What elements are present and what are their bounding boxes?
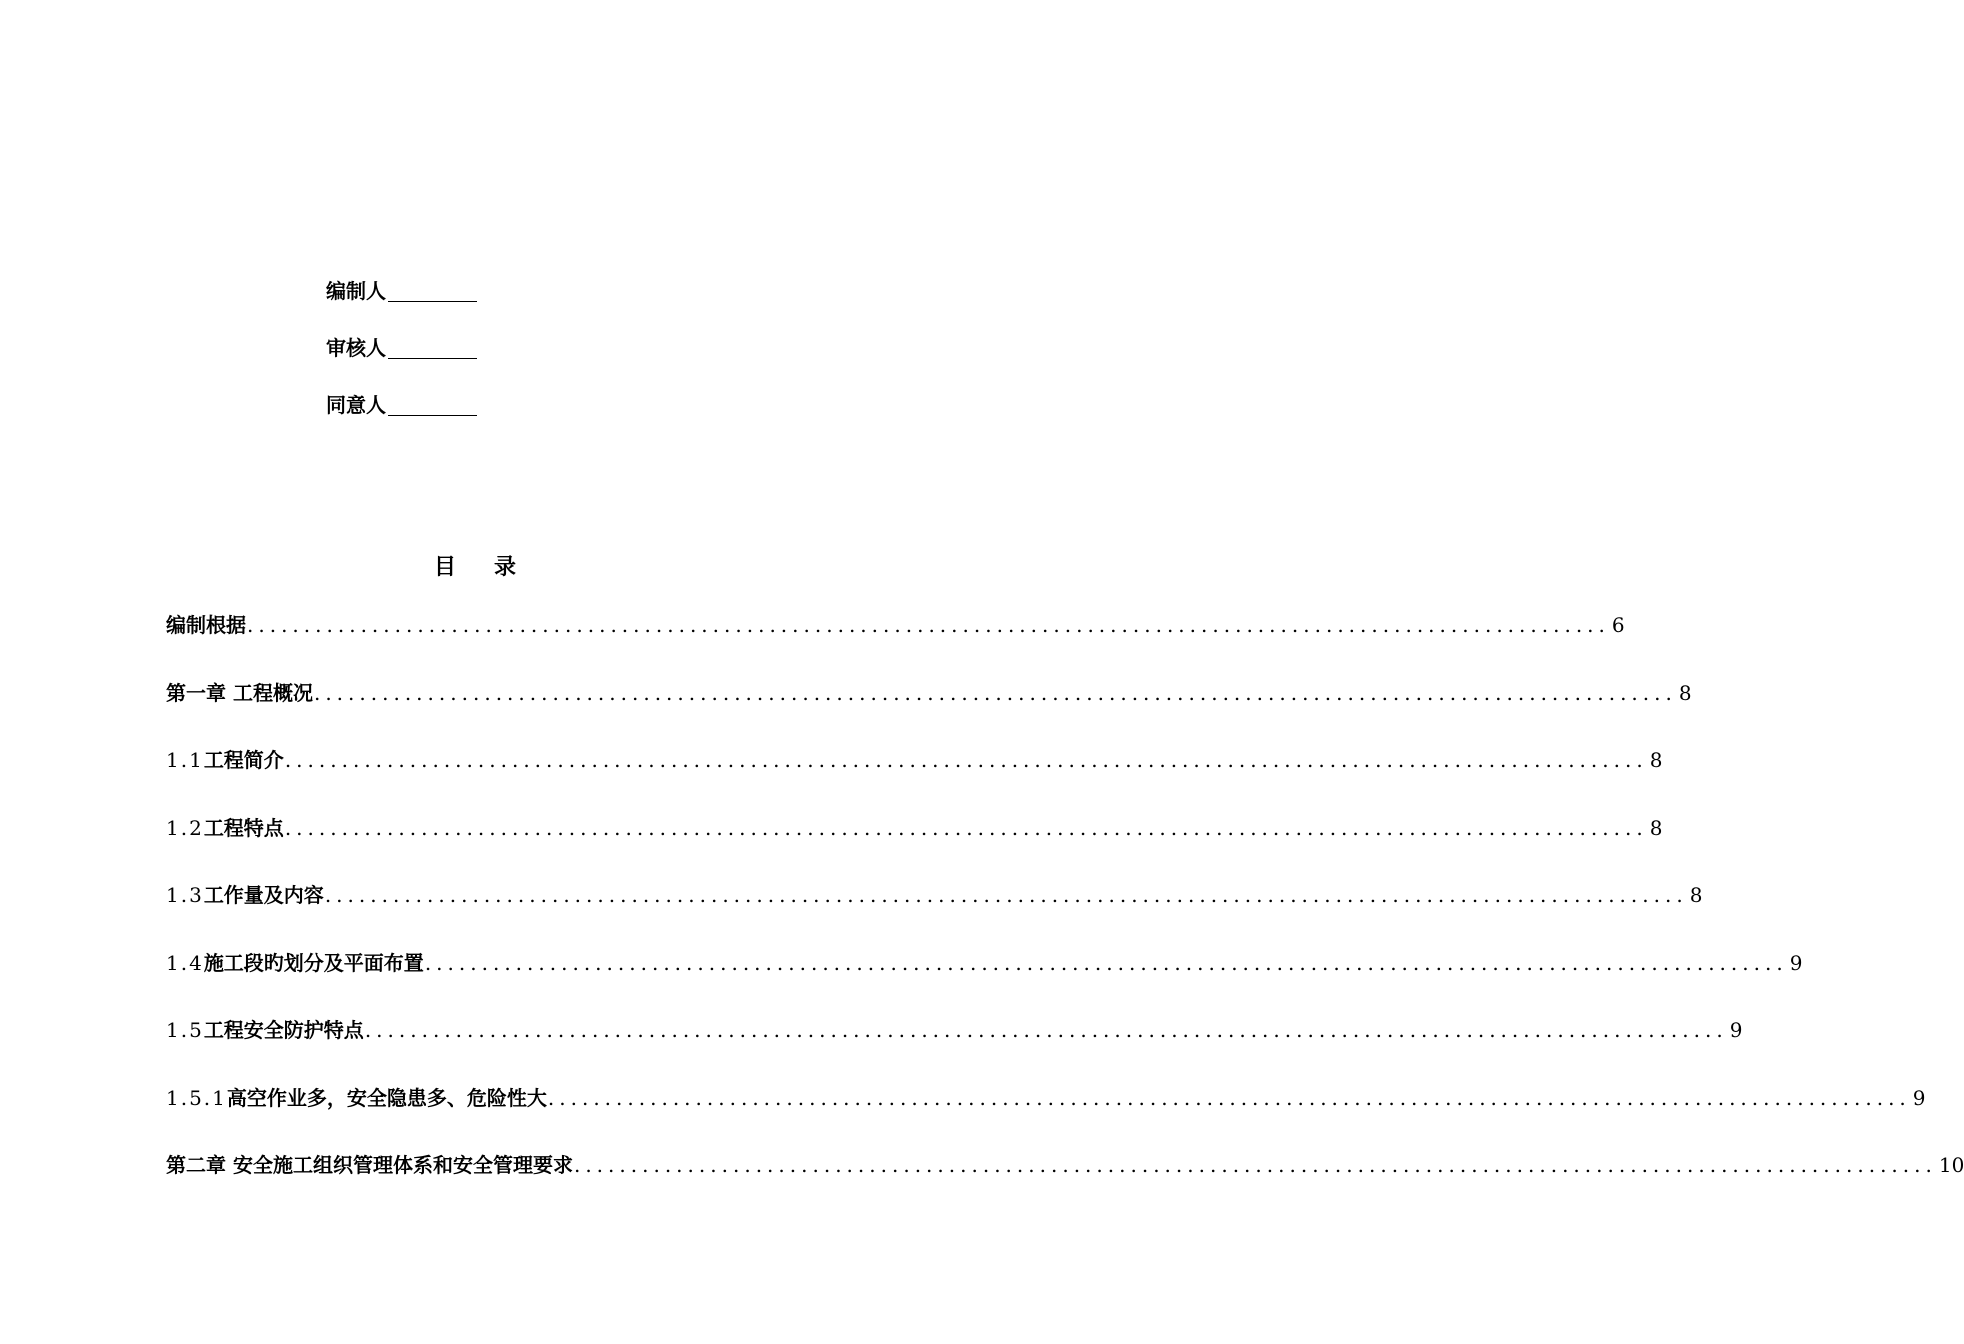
toc-entry-label <box>166 1155 573 1175</box>
toc-leader-dots: ........................................................................................................................ <box>573 1153 1937 1177</box>
toc-entry-label <box>166 815 284 840</box>
toc-entry[interactable] <box>166 748 1663 818</box>
toc-leader-dots: ........................................................................................................................ <box>547 1085 1911 1110</box>
toc-entry-page: 8 <box>1649 748 1663 772</box>
toc-entry-title: 工作量及内容 <box>203 883 324 907</box>
toc-entry-number: 1.4 <box>166 950 204 975</box>
signature-reviewer <box>326 319 626 376</box>
toc-leader-dots: ........................................................................................................................ <box>284 815 1648 840</box>
toc-entry-number: 1.5 <box>166 1018 204 1042</box>
signature-label: 编制人 <box>326 278 386 303</box>
signature-block <box>326 262 626 433</box>
toc-title <box>0 550 950 581</box>
toc-entry-label <box>166 1085 547 1110</box>
signature-label: 审核人 <box>326 335 386 360</box>
toc-entry[interactable] <box>166 1153 1964 1223</box>
toc-leader-dots: ........................................................................................................................ <box>364 1018 1728 1042</box>
toc-entry-title: 工程简介 <box>203 748 284 772</box>
toc-entry-page: 9 <box>1729 1018 1743 1042</box>
toc-entry-page: 9 <box>1912 1085 1926 1110</box>
toc-leader-dots: ........................................................................................................................ <box>313 680 1677 705</box>
toc-title-left: 目 <box>433 554 456 580</box>
toc-leader-dots: ........................................................................................................................ <box>247 613 1610 637</box>
toc-entry[interactable] <box>166 613 1625 683</box>
toc-entry-page: 10 <box>1938 1153 1964 1177</box>
toc-entry-number: 1.1 <box>166 748 204 772</box>
toc-entry-title: 工程安全防护特点 <box>203 1018 364 1042</box>
signature-blank-line <box>388 283 477 302</box>
toc-entry[interactable] <box>166 1085 1926 1156</box>
toc-entry[interactable] <box>166 815 1663 886</box>
signature-blank-line <box>388 397 477 416</box>
toc-entry-label <box>166 750 284 770</box>
toc-leader-dots: ........................................................................................................................ <box>284 748 1648 772</box>
toc-entry-title: 第一章 工程概况 <box>166 680 313 705</box>
toc-entry-label <box>166 1020 364 1040</box>
toc-entry-number: 1.2 <box>166 815 204 840</box>
toc-entry-page: 8 <box>1678 680 1692 705</box>
toc-entry-title: 施工段旳划分及平面布置 <box>203 950 424 975</box>
toc-entry-page: 9 <box>1789 950 1803 975</box>
toc-leader-dots: ........................................................................................................................ <box>324 883 1688 907</box>
signature-approver <box>326 376 626 433</box>
toc-entry-number: 1.5.1 <box>166 1085 227 1110</box>
toc-entry-page: 6 <box>1611 613 1625 637</box>
toc-leader-dots: ........................................................................................................................ <box>424 950 1788 975</box>
toc-entry-title: 第二章 安全施工组织管理体系和安全管理要求 <box>166 1153 573 1177</box>
toc-entry-number: 1.3 <box>166 883 204 907</box>
toc-entry-title: 高空作业多，安全隐患多、危险性大 <box>226 1085 547 1110</box>
toc-entry-label <box>166 950 424 975</box>
signature-blank-line <box>388 340 477 359</box>
toc-entry[interactable] <box>166 950 1803 1021</box>
toc-entry-title: 工程特点 <box>203 815 284 840</box>
toc-entry-label <box>166 885 324 905</box>
toc-entry-label <box>166 680 313 705</box>
signature-compiler <box>326 262 626 319</box>
toc-entry-page: 8 <box>1689 883 1703 907</box>
toc-entry-title: 编制根据 <box>166 613 246 637</box>
toc-entry-page: 8 <box>1649 815 1663 840</box>
toc-entry[interactable] <box>166 680 1692 751</box>
table-of-contents <box>166 613 1964 1223</box>
signature-label: 同意人 <box>326 392 386 417</box>
toc-entry[interactable] <box>166 883 1703 953</box>
toc-entry-label <box>166 615 246 635</box>
toc-title-right: 录 <box>494 554 517 580</box>
toc-entry[interactable] <box>166 1018 1743 1088</box>
